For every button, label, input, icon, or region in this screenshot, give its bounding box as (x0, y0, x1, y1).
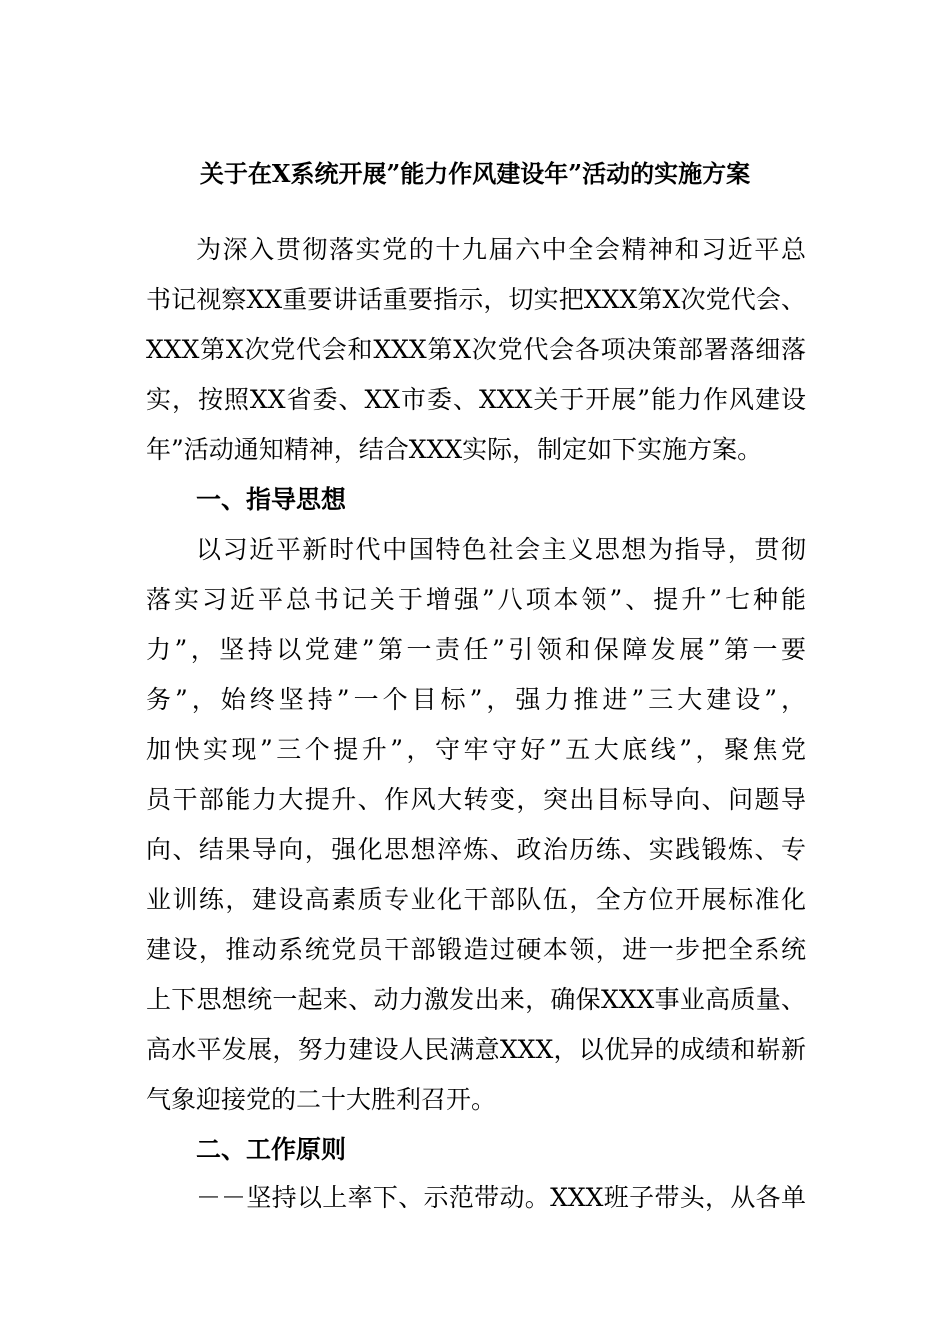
intro-line-4: 实，按照XX省委、XX市委、XXX关于开展”能力作风建设 (146, 385, 806, 414)
section1-line-9: 建设，推动系统党员干部锻造过硬本领，进一步把全系统 (146, 935, 806, 964)
intro-line-5: 年”活动通知精神，结合XXX实际，制定如下实施方案。 (146, 435, 763, 464)
section1-line-8: 业训练，建设高素质专业化干部队伍，全方位开展标准化 (146, 885, 806, 914)
intro-line-2: 书记视察XX重要讲话重要指示，切实把XXX第X次党代会、 (146, 285, 806, 314)
section1-line-7: 向、结果导向，强化思想淬炼、政治历练、实践锻炼、专 (146, 835, 806, 864)
section1-line-5: 加快实现”三个提升”，守牢守好”五大底线”，聚焦党 (146, 735, 806, 764)
document-title: 关于在X系统开展”能力作风建设年”活动的实施方案 (199, 159, 751, 188)
section1-line-10: 上下思想统一起来、动力激发出来，确保XXX事业高质量、 (146, 985, 806, 1014)
section1-line-2: 落实习近平总书记关于增强”八项本领”、提升”七种能 (146, 585, 806, 614)
section1-line-12: 气象迎接党的二十大胜利召开。 (146, 1085, 497, 1114)
section1-line-4: 务”，始终坚持”一个目标”，强力推进”三大建设”， (146, 685, 806, 714)
intro-line-3: XXX第X次党代会和XXX第X次党代会各项决策部署落细落 (146, 335, 806, 364)
section1-line-11: 高水平发展，努力建设人民满意XXX，以优异的成绩和崭新 (146, 1035, 806, 1064)
section1-line-3: 力”，坚持以党建”第一责任”引领和保障发展”第一要 (146, 635, 806, 664)
section2-line-1: －－坚持以上率下、示范带动。XXX班子带头，从各单 (196, 1183, 806, 1212)
intro-line-1: 为深入贯彻落实党的十九届六中全会精神和习近平总 (196, 235, 806, 264)
section1-line-6: 员干部能力大提升、作风大转变，突出目标导向、问题导 (146, 785, 806, 814)
section-heading-working-principles: 二、工作原则 (196, 1135, 347, 1164)
section-heading-guiding-ideology: 一、指导思想 (196, 485, 347, 514)
section1-line-1: 以习近平新时代中国特色社会主义思想为指导，贯彻 (196, 535, 806, 564)
